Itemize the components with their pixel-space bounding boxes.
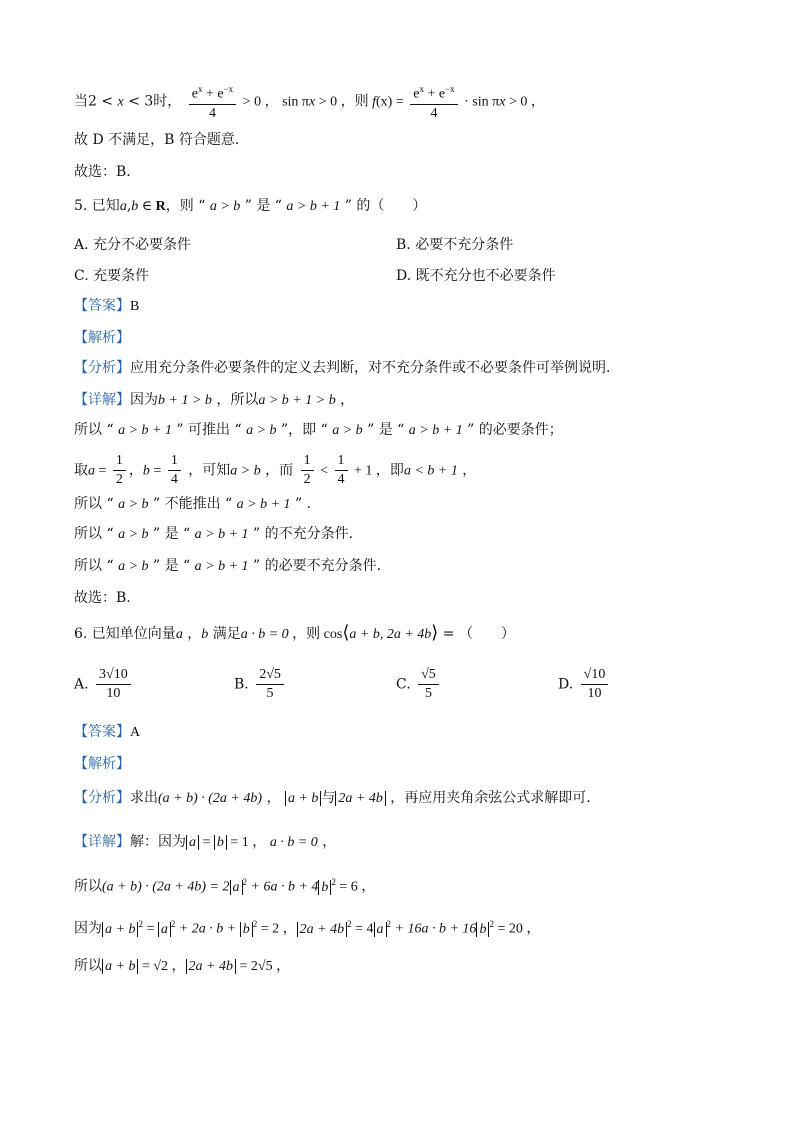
detail-5-line-6: 故选：B. [74,590,131,606]
detail-6: 【详解】解：因为 a = b = 1 ， a · b = 0 ， [74,834,337,850]
text: > 0 ， sin π [239,94,309,110]
option-6-A: A. $\frac{3√10}{10}$ [74,666,134,703]
option-6-D: D. $\frac{√10}{10}$ [558,666,611,703]
detail-5-line-2: 取a = $\frac{1}{2}$ ，b = $\frac{1}{4}$ ，可知a > b ，而 $\frac{1}{2}$ < $\frac{1}{4}$ + 1 ，即a < b + 1 ， [74,453,477,487]
detail-6-line-3: 所以 a + b = √2 ， 2a + 4b = 2√5 ， [74,958,291,974]
analysis-heading-5: 【解析】 [74,330,130,346]
detail-6-line-2: 因为 a + b $^2$ = a $^2$ + 2a · b + b $^2$ = 2 ， 2a + 4b $^2$ = 4 a $^2$ + 16a · b + 16 b $^2$ = 20 ， [74,919,541,937]
option-5-B: B. 必要不充分条件 [396,237,514,253]
option-5-A: A. 充分不必要条件 [74,237,192,253]
solution-line-2: 故 D 不满足，B 符合题意. [74,132,240,148]
detail-5-line-5: 所以 “ a > b ” 是 “ a > b + 1 ” 的必要不充分条件. [74,558,382,574]
option-6-B: B. $\frac{2√5}{5}$ [234,666,287,703]
question-5-stem: 5. 已知a,b ∈ R，则 “ a > b ” 是 “ a > b + 1 ” 的（ ） [74,198,427,214]
answer-5: 【答案】B [74,298,140,314]
solution-line-3: 故选：B. [74,164,131,180]
detail-5-line-1: 所以 “ a > b + 1 ” 可推出 “ a > b ”，即 “ a > b ” 是 “ a > b + 1 ” 的必要条件； [74,422,563,438]
option-6-C: C. $\frac{√5}{5}$ [396,666,442,703]
solution-line-1: 当2 < x < 3时， $\frac{e^x + e^{-x}}{4}$ > 0 ， sin πx > 0 ，则 f(x) = $\frac{e^x + e^{-x}}{4}$ · sin πx > 0 ， [74,80,545,123]
text: < 3时， [123,93,182,110]
fraction: $\frac{e^x + e^{-x}}{4}$ [410,80,457,123]
analysis-6: 【分析】求出(a + b) · (2a + 4b) ， a + b 与 2a + 4b ，再应用夹角余弦公式求解即可. [74,790,591,806]
option-5-D: D. 既不充分也不必要条件 [396,268,556,284]
detail-6-line-1: 所以(a + b) · (2a + 4b) = 2 a $^2$ + 6a · b + 4 b $^2$ = 6 ， [74,877,376,895]
detail-5-line-4: 所以 “ a > b ” 是 “ a > b + 1 ” 的不充分条件. [74,526,354,542]
math-var: x [117,94,124,110]
text: 当2 < [74,93,118,110]
option-5-C: C. 充要条件 [74,268,150,284]
detail-5-line-3: 所以 “ a > b ” 不能推出 “ a > b + 1 ” . [74,496,312,512]
fraction: $\frac{e^x + e^{-x}}{4}$ [189,80,236,123]
analysis-heading-6: 【解析】 [74,756,130,772]
analysis-5: 【分析】应用充分条件必要条件的定义去判断，对不充分条件或不必要条件可举例说明. [74,360,611,376]
answer-6: 【答案】A [74,724,141,740]
question-6-stem: 6. 已知单位向量a ，b 满足a · b = 0 ，则 cos⟨a + b, 2a + 4b⟩ = （ ） [74,622,515,642]
detail-5: 【详解】因为b + 1 > b ，所以a > b + 1 > b ， [74,392,355,408]
